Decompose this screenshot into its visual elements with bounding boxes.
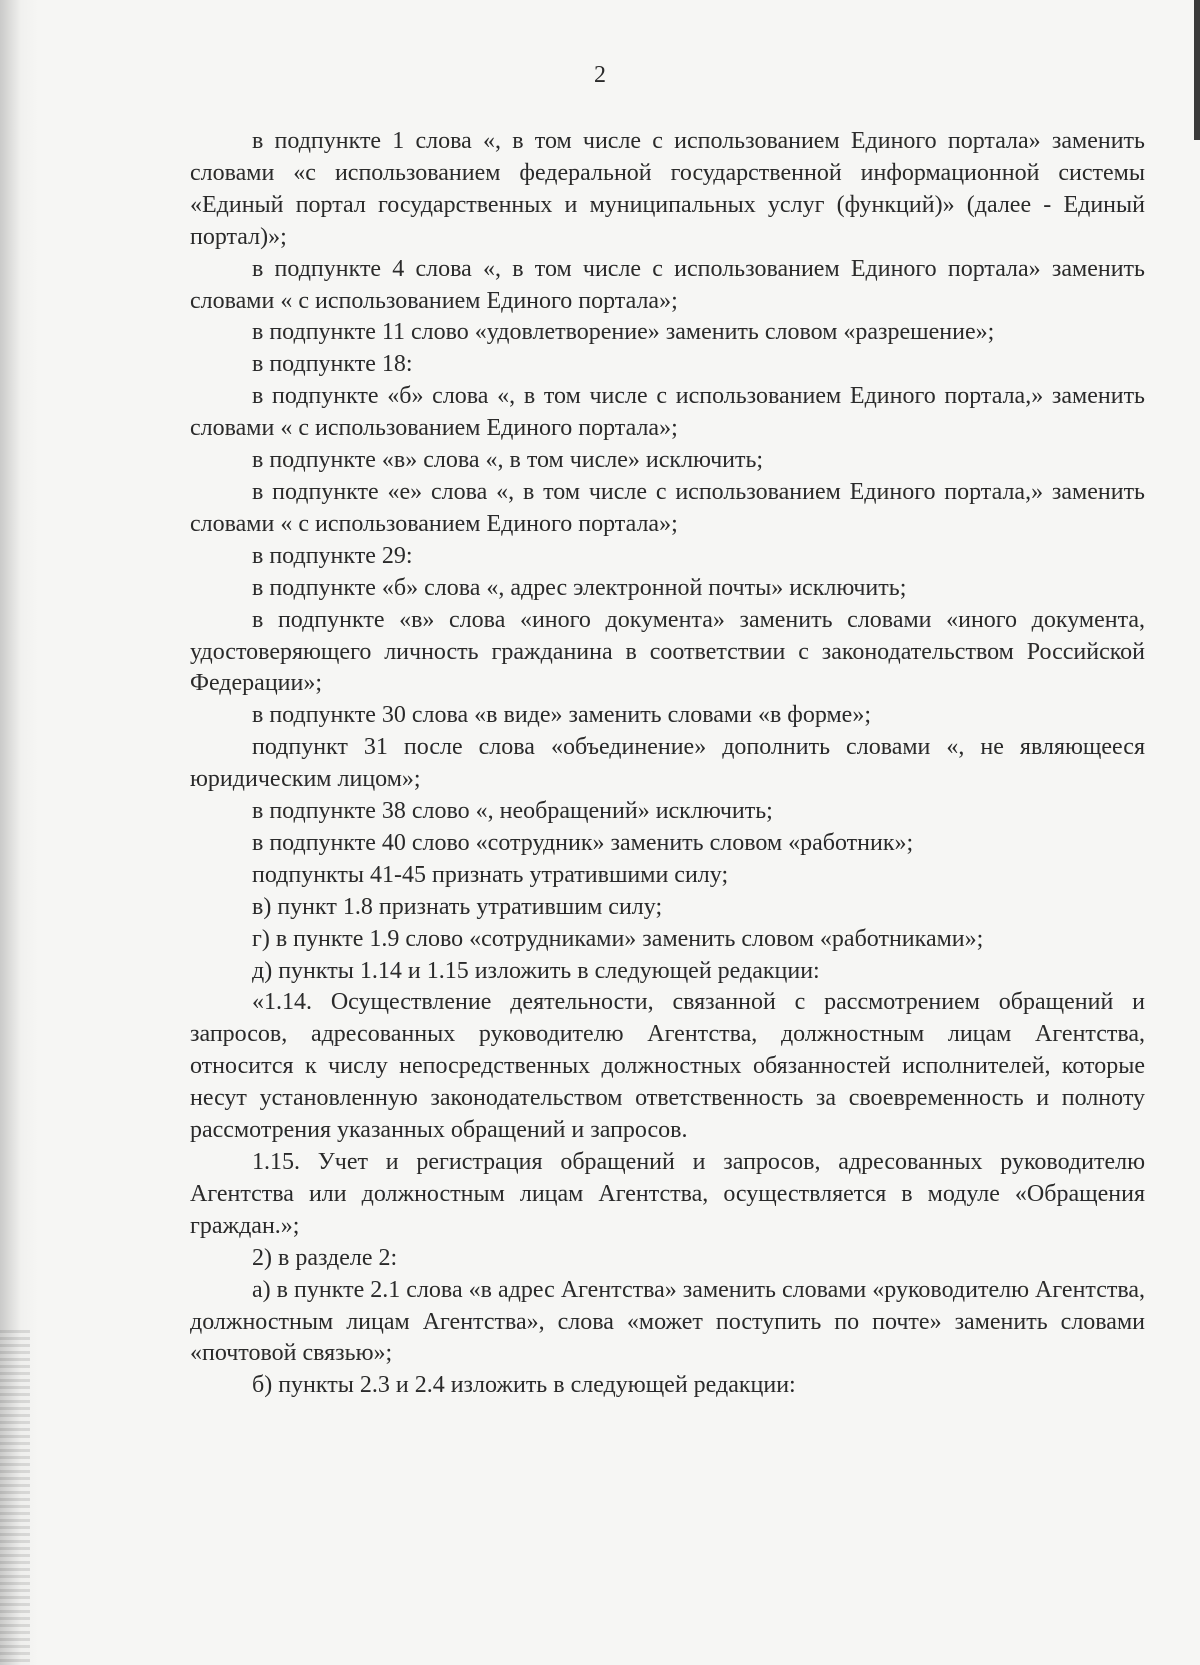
paragraph: а) в пункте 2.1 слова «в адрес Агентства» заменить словами «руководителю Агентства, должностным лицам Агентства», слова «может поступить по почте» заменить словами «почтовой связью»; — [190, 1276, 1145, 1367]
paragraph: 2) в разделе 2: — [252, 1244, 398, 1271]
paragraph: подпункты 41-45 признать утратившими силу; — [252, 861, 729, 888]
paragraph: в) пункт 1.8 признать утратившим силу; — [252, 893, 663, 920]
paragraph: в подпункте «в» слова «иного документа» заменить словами «иного документа, удостоверяющего личность гражданина в соответствии с законодательством Российской Федерации»; — [190, 606, 1145, 697]
paragraph: в подпункте «б» слова «, адрес электронной почты» исключить; — [252, 574, 907, 601]
paragraph: подпункт 31 после слова «объединение» дополнить словами «, не являющееся юридическим лицом»; — [190, 734, 1145, 793]
paragraph: в подпункте 11 слово «удовлетворение» заменить словом «разрешение»; — [252, 319, 995, 346]
paragraph: в подпункте 30 слова «в виде» заменить словами «в форме»; — [252, 702, 871, 729]
paragraph: г) в пункте 1.9 слово «сотрудниками» заменить словом «работниками»; — [252, 925, 984, 952]
scan-noise-bottom-left — [0, 1330, 30, 1665]
paragraph: в подпункте «е» слова «, в том числе с использованием Единого портала,» заменить словами « с использованием Единого портала»; — [190, 478, 1145, 537]
paragraph: в подпункте «в» слова «, в том числе» исключить; — [252, 447, 764, 474]
paragraph: б) пункты 2.3 и 2.4 изложить в следующей редакции: — [252, 1372, 796, 1399]
paragraph: в подпункте 4 слова «, в том числе с использованием Единого портала» заменить словами « с использованием Единого портала»; — [190, 255, 1145, 314]
paragraph: «1.14. Осуществление деятельности, связанной с рассмотрением обращений и запросов, адресованных руководителю Агентства, должностным лицам Агентства, относится к числу непосредственных должностных обязанностей исполнителей, которые несут установленную законодательством ответственность за своевременность и полноту рассмотрения указанных обращений и запросов. — [190, 989, 1145, 1144]
paragraph: в подпункте 1 слова «, в том числе с использованием Единого портала» заменить словами «с использованием федеральной государственной информационной системы «Единый портал государственных и муниципальных услуг (функций)» (далее - Единый портал)»; — [190, 128, 1145, 250]
paragraph: в подпункте 38 слово «, необращений» исключить; — [252, 798, 773, 825]
paragraph: в подпункте 29: — [252, 542, 413, 569]
page-number: 2 — [594, 62, 606, 88]
paragraph: в подпункте 18: — [252, 351, 413, 378]
paragraph: д) пункты 1.14 и 1.15 изложить в следующей редакции: — [252, 957, 820, 984]
paragraph: 1.15. Учет и регистрация обращений и запросов, адресованных руководителю Агентства или должностным лицам Агентства, осуществляется в модуле «Обращения граждан.»; — [190, 1149, 1145, 1239]
paragraph: в подпункте 40 слово «сотрудник» заменить словом «работник»; — [252, 829, 914, 856]
document-body — [190, 126, 1145, 1402]
paragraph: в подпункте «б» слова «, в том числе с использованием Единого портала,» заменить словами « с использованием Единого портала»; — [190, 383, 1145, 442]
